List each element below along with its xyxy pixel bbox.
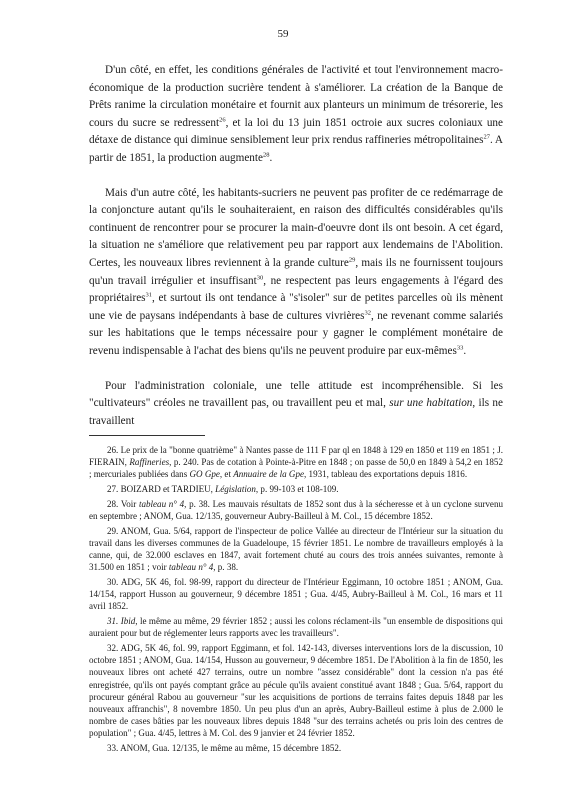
footnote-ref: 26 xyxy=(219,116,226,124)
footnote-ref: 33 xyxy=(456,344,464,352)
text-run: , p. 38. Les mauvais résultats de 1852 sont dus à la sécheresse et à un cyclone survenu en septembre ; ANOM, Gua. 12/135, gouverneur Aubry-Bailleul à M. Col., 15 décembre 1852. xyxy=(89,498,503,522)
italic-text: tableau n° 4 xyxy=(138,498,185,509)
text-run: . xyxy=(269,151,273,164)
text-run: , p. 38. xyxy=(213,562,239,573)
text-run: , ne revenant comme salariés sur les habitations que le temps nécessaire pour y gagner le complément monétaire de revenu indispensable à l'achat des biens qu'ils ne peuvent produire par eux-mêmes xyxy=(89,309,503,357)
text-run: , ne respectent pas leurs engagements à l'égard des propriétaires xyxy=(89,274,504,305)
footnote-ref: 30 xyxy=(256,273,264,281)
text-run: , 1931, tableau des exportations depuis 1816. xyxy=(304,469,468,480)
footnote xyxy=(89,576,503,613)
italic-text: Raffineries xyxy=(129,457,170,468)
text-run: Pour l'administration coloniale, une telle attitude est incompréhensible. Si les "cultivateurs" créoles ne travaillent pas, ou travaillent peu et mal, xyxy=(89,379,503,410)
text-run: 32. ADG, 5K 46, fol. 99, rapport Eggimann, et fol. 142-143, diverses interventions lors de la discussion, 10 octobre 1851 ; ANOM, Gua. 14/154, Husson au gouverneur, 9 décembre 1851. De l'Abolition à la fin de 1850, les nouveaux libres ont acheté 427 terrains, outre un nombre "assez considérable" dont la cession n'a pas été enregistrée, qu'ils ont payés comptant grâce au pécule qu'ils avaient constitué avant 1848 ; Gua. 5/64, rapport du procureur général Rabou au gouverneur "sur les acquisitions de portions de terrains faites depuis 1848 par les nouveaux affranchis", 8 novembre 1850. Un peu plus d'un an après, Aubry-Bailleul estime à plus de 2.000 le nombre de cases bâties par les nouveaux libres depuis 1848 "sur des terrains achetés ou pris loin des centres de population" ; Gua. 4/45, lettres à M. Col. des 9 janvier et 24 février 1852. xyxy=(89,643,503,739)
text-run: . A partir de 1851, la production augmente xyxy=(89,134,504,164)
italic-text: Annuaire de la Gpe xyxy=(233,469,305,480)
text-run: , p. 240. Pas de cotation à Pointe-à-Pitre en 1848 ; on passe de 50,0 en 1849 à 54,2 en 1852 ; mercuriales publiées dans xyxy=(89,457,503,480)
text-run: , mais ils ne fournissent toujours qu'un travail irrégulier et insuffisant xyxy=(89,256,503,287)
text-run: 28. Voir xyxy=(107,498,139,509)
paragraph xyxy=(89,378,503,431)
text-run: Mais d'un autre côté, les habitants-sucriers ne peuvent pas profiter de ce redémarrage de la conjoncture autant qu'ils le souhaiteraient, en raison des difficultés considérables qu'ils continuent de rencontrer pour se procurer la main-d'oeuvre dont ils ont besoin. A cet égard, la situation ne s'améliore que relativement peu par rapport aux lendemains de l'Abolition. Certes, les nouveaux libres reviennent à la grande culture xyxy=(89,186,503,269)
footnote xyxy=(89,615,503,639)
footnotes xyxy=(89,444,503,757)
text-run: 29. ANOM, Gua. 5/64, rapport de l'inspecteur de police Vallée au directeur de l'Intérieur sur la situation du travail dans les diverses communes de la Guadeloupe, 15 février 1851. Le nombre de travailleurs employés à la canne, qui, de 32.000 esclaves en 1847, avait fortement chuté au cours des trois années suivantes, remonte à 31.500 en 1851 ; voir xyxy=(89,525,503,573)
footnote xyxy=(89,498,503,522)
footnote xyxy=(89,483,503,495)
footnote-ref: 29 xyxy=(348,256,356,264)
text-run: , le même au même, 29 février 1852 ; aussi les colons réclament-ils "un ensemble de dispositions qui auraient pour but de réglementer leurs rapports avec les travailleurs". xyxy=(89,616,503,639)
footnote-ref: 31 xyxy=(145,291,153,299)
italic-text: sur une habitation xyxy=(389,397,473,410)
text-run: , et la loi du 13 juin 1851 octroie aux sucres coloniaux une détaxe de distance qui diminue sensiblement leur prix rendus raffineries métropolitaines xyxy=(89,116,503,147)
footnote xyxy=(89,444,503,481)
text-run: , et surtout ils ont tendance à "s'isoler" sur de petites parcelles où ils mènent une vie de paysans indépendants à base de cultures vivrières xyxy=(89,292,503,322)
italic-text: tableau n° 4 xyxy=(168,562,214,573)
text-run: 27. BOIZARD et TARDIEU, xyxy=(107,484,216,495)
italic-text: GO Gpe xyxy=(189,469,220,480)
text-run: , p. 99-103 et 108-109. xyxy=(255,484,339,495)
paragraph xyxy=(89,62,503,168)
text-run: 30. ADG, 5K 46, fol. 98-99, rapport du directeur de l'Intérieur Eggimann, 10 octobre 1851 ; ANOM, Gua. 14/154, rapport Husson au gouverneur, 9 décembre 1851 ; Gua. 4/45, Aubry-Bailleul à M. Col., 16 mars et 11 avril 1852. xyxy=(89,577,503,612)
footnote xyxy=(89,525,503,574)
paragraph xyxy=(89,185,503,361)
footnote xyxy=(89,742,503,754)
text-run: , et xyxy=(219,469,234,480)
text-run: D'un côté, en effet, les conditions générales de l'activité et tout l'environnement macro-économique de la production sucrière tendent à s'améliorer. La création de la Banque de Prêts ranime la circulation monétaire et fournit aux planteurs un minimum de trésorerie, les cours du sucre se redressent xyxy=(89,64,503,129)
page-number: 59 xyxy=(277,28,289,40)
body-text xyxy=(89,62,503,430)
italic-text: 31. Ibid xyxy=(107,616,136,627)
text-run: 26. Le prix de la "bonne quatrième" à Nantes passe de 111 F par ql en 1848 à 129 en 1850 et 119 en 1851 ; J. FIERAIN, xyxy=(89,445,503,468)
italic-text: Législation xyxy=(215,484,256,495)
text-run: , ils ne travaillent xyxy=(89,397,503,427)
text-run: . xyxy=(463,344,467,357)
footnote-separator xyxy=(89,435,205,436)
footnote-ref: 32 xyxy=(364,308,371,316)
text-run: 33. ANOM, Gua. 12/135, le même au même, 15 décembre 1852. xyxy=(107,743,342,754)
footnote-ref: 28 xyxy=(262,151,270,159)
footnote-ref: 27 xyxy=(483,133,490,141)
footnote xyxy=(89,642,503,740)
